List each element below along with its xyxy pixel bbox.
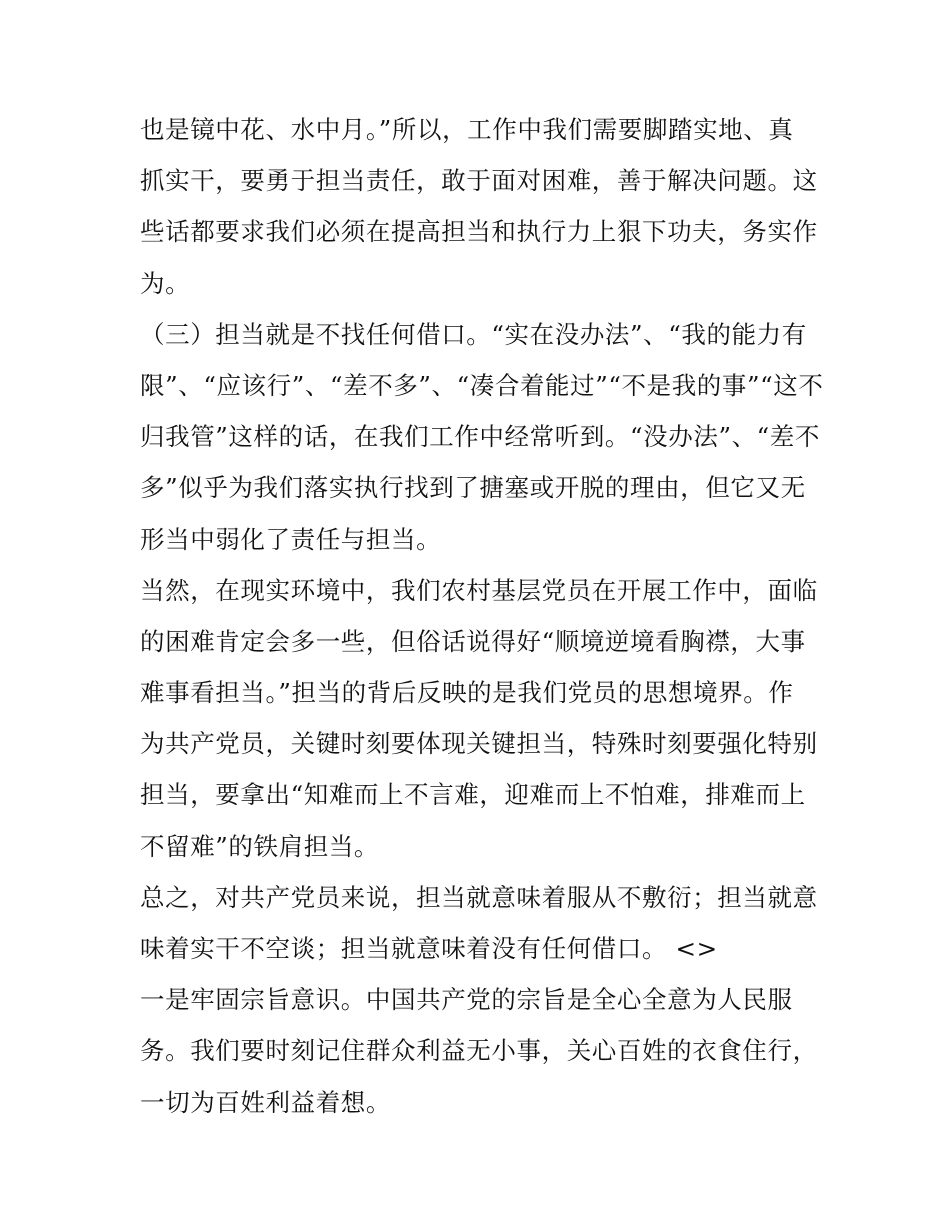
- text-line: （三）担当就是不找任何借口。“实在没办法”、“我的能力有: [140, 319, 807, 349]
- text-line: 当然，在现实环境中，我们农村基层党员在开展工作中，面临: [140, 575, 818, 605]
- document-body: [140, 104, 824, 1128]
- text-line: 些话都要求我们必须在提高担当和执行力上狠下功夫，务实作: [140, 217, 818, 247]
- text-line: 归我管”这样的话，在我们工作中经常听到。“没办法”、“差不: [140, 422, 820, 452]
- text-line: 一切为百姓利益着想。: [140, 1087, 391, 1117]
- text-line: 限”、“应该行”、“差不多”、“凑合着能过”“不是我的事”“这不: [140, 370, 824, 400]
- text-line: 味着实干不空谈；担当就意味着没有任何借口。 <>: [140, 934, 718, 963]
- text-line: 的困难肯定会多一些，但俗话说得好“顺境逆境看胸襟，大事: [140, 626, 806, 656]
- text-line: 为。: [140, 268, 191, 298]
- text-line: 抓实干，要勇于担当责任，敢于面对困难，善于解决问题。这: [140, 166, 818, 196]
- text-line: 担当，要拿出“知难而上不言难，迎难而上不怕难，排难而上: [140, 780, 806, 810]
- text-line: 不留难”的铁肩担当。: [140, 831, 380, 861]
- text-line: 形当中弱化了责任与担当。: [140, 524, 442, 554]
- text-line: 总之，对共产党员来说，担当就意味着服从不敷衍；担当就意: [140, 882, 818, 912]
- text-line: 为共产党员，关键时刻要体现关键担当，特殊时刻要强化特别: [140, 729, 818, 759]
- text-line: 一是牢固宗旨意识。中国共产党的宗旨是全心全意为人民服: [140, 985, 793, 1015]
- text-line: 难事看担当。”担当的背后反映的是我们党员的思想境界。作: [140, 678, 794, 708]
- text-line: 务。我们要时刻记住群众利益无小事，关心百姓的衣食住行，: [140, 1036, 818, 1066]
- text-line: 多”似乎为我们落实执行找到了搪塞或开脱的理由，但它又无: [140, 473, 806, 503]
- text-line: 也是镜中花、水中月。”所以，工作中我们需要脚踏实地、真: [140, 115, 794, 144]
